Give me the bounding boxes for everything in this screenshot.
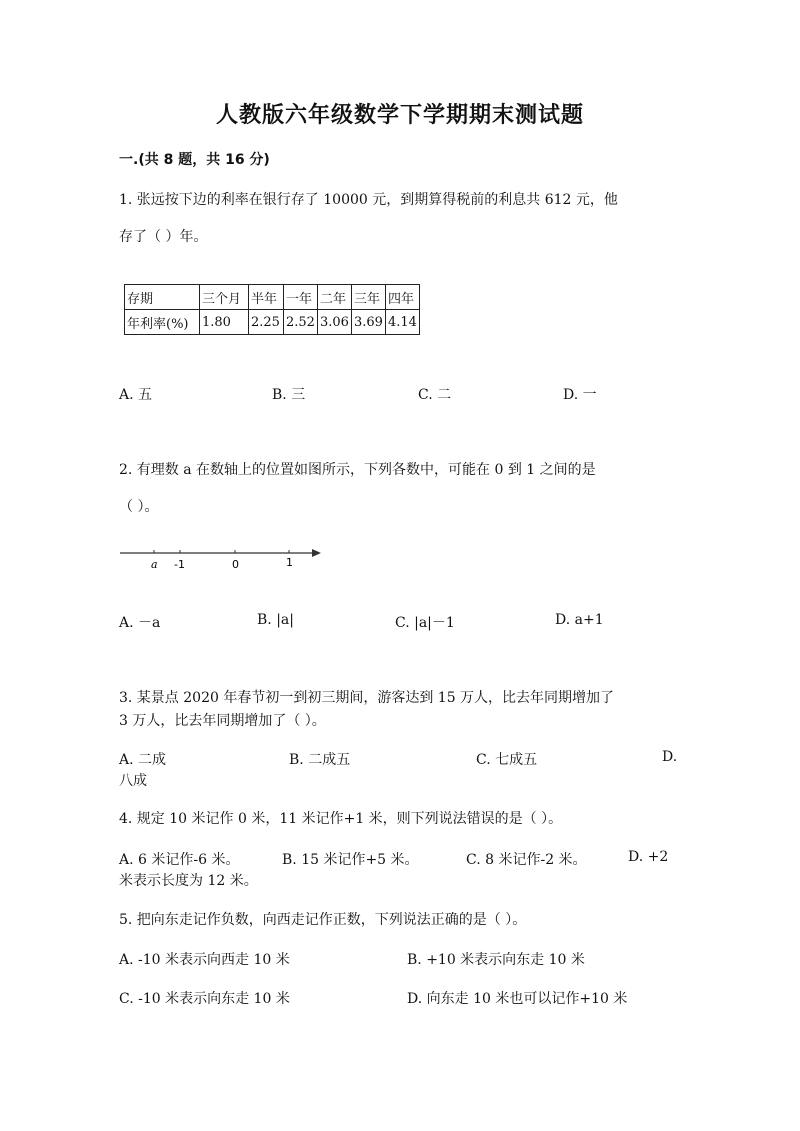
q5-text-line1: 5. 把向东走记作负数，向西走记作正数，下列说法正确的是（ ）。	[119, 912, 527, 928]
q2-text-line1: 2. 有理数 a 在数轴上的位置如图所示，下列各数中，可能在 0 到 1 之间的是	[119, 462, 596, 478]
q1-option-c[interactable]: C. 二	[418, 387, 452, 403]
q2-option-b[interactable]: B. |a|	[257, 612, 294, 628]
axis-label-neg1: -1	[174, 558, 185, 571]
table-cell: 半年	[249, 285, 284, 310]
table-cell: 四年	[386, 285, 420, 310]
q1-text-line1: 1. 张远按下边的利率在银行存了 10000 元，到期算得税前的利息共 612 元，他	[119, 192, 618, 208]
q3-option-c[interactable]: C. 七成五	[476, 752, 538, 768]
q2-text-line2: （ ）。	[119, 499, 159, 515]
interest-rate-table	[124, 284, 420, 335]
table-row	[125, 285, 420, 310]
table-cell: 3.06	[318, 310, 352, 335]
table-cell: 年利率(%)	[125, 310, 200, 335]
table-cell: 3.69	[352, 310, 386, 335]
table-cell: 1.80	[200, 310, 249, 335]
q3-text-line2: 3 万人，比去年同期增加了（ ）。	[119, 713, 326, 729]
q2-option-a[interactable]: A. －a	[119, 615, 161, 631]
page-title: 人教版六年级数学下学期期末测试题	[215, 103, 584, 128]
q2-option-c[interactable]: C. |a|－1	[395, 615, 455, 631]
q1-option-a[interactable]: A. 五	[119, 387, 153, 403]
table-cell: 2.25	[249, 310, 284, 335]
q1-option-b[interactable]: B. 三	[272, 387, 306, 403]
table-cell: 4.14	[386, 310, 420, 335]
q4-option-d-text[interactable]: 米表示长度为 12 米。	[119, 873, 258, 889]
table-cell: 二年	[318, 285, 352, 310]
q4-option-a[interactable]: A. 6 米记作-6 米。	[119, 852, 240, 868]
table-cell: 三年	[352, 285, 386, 310]
number-line-diagram	[119, 540, 329, 574]
axis-label-a: a	[151, 558, 158, 571]
q3-option-b[interactable]: B. 二成五	[289, 752, 351, 768]
q4-option-d[interactable]: D. +2	[628, 849, 669, 865]
section-heading: 一.(共 8 题，共 16 分)	[119, 152, 270, 168]
q3-option-d-text[interactable]: 八成	[119, 773, 147, 789]
q2-option-d[interactable]: D. a+1	[555, 612, 604, 628]
table-row	[125, 310, 420, 335]
q3-text-line1: 3. 某景点 2020 年春节初一到初三期间，游客达到 15 万人，比去年同期增加了	[119, 690, 615, 706]
axis-label-1: 1	[286, 556, 293, 569]
q4-text-line1: 4. 规定 10 米记作 0 米，11 米记作+1 米，则下列说法错误的是（ ）。	[119, 811, 563, 827]
q5-option-b[interactable]: B. +10 米表示向东走 10 米	[407, 952, 585, 968]
q4-option-c[interactable]: C. 8 米记作-2 米。	[466, 852, 587, 868]
q3-option-a[interactable]: A. 二成	[119, 752, 167, 768]
axis-arrow	[312, 549, 321, 557]
table-cell: 2.52	[284, 310, 318, 335]
table-cell: 存期	[125, 285, 200, 310]
q5-option-c[interactable]: C. -10 米表示向东走 10 米	[119, 991, 290, 1007]
q4-option-b[interactable]: B. 15 米记作+5 米。	[282, 852, 419, 868]
q1-option-d[interactable]: D. 一	[563, 387, 597, 403]
q5-option-d[interactable]: D. 向东走 10 米也可以记作+10 米	[407, 991, 628, 1007]
q3-option-d[interactable]: D.	[662, 749, 678, 765]
q1-text-line2: 存了（ ）年。	[119, 229, 208, 245]
axis-label-0: 0	[232, 558, 239, 571]
table-cell: 三个月	[200, 285, 249, 310]
q5-option-a[interactable]: A. -10 米表示向西走 10 米	[119, 952, 290, 968]
table-cell: 一年	[284, 285, 318, 310]
